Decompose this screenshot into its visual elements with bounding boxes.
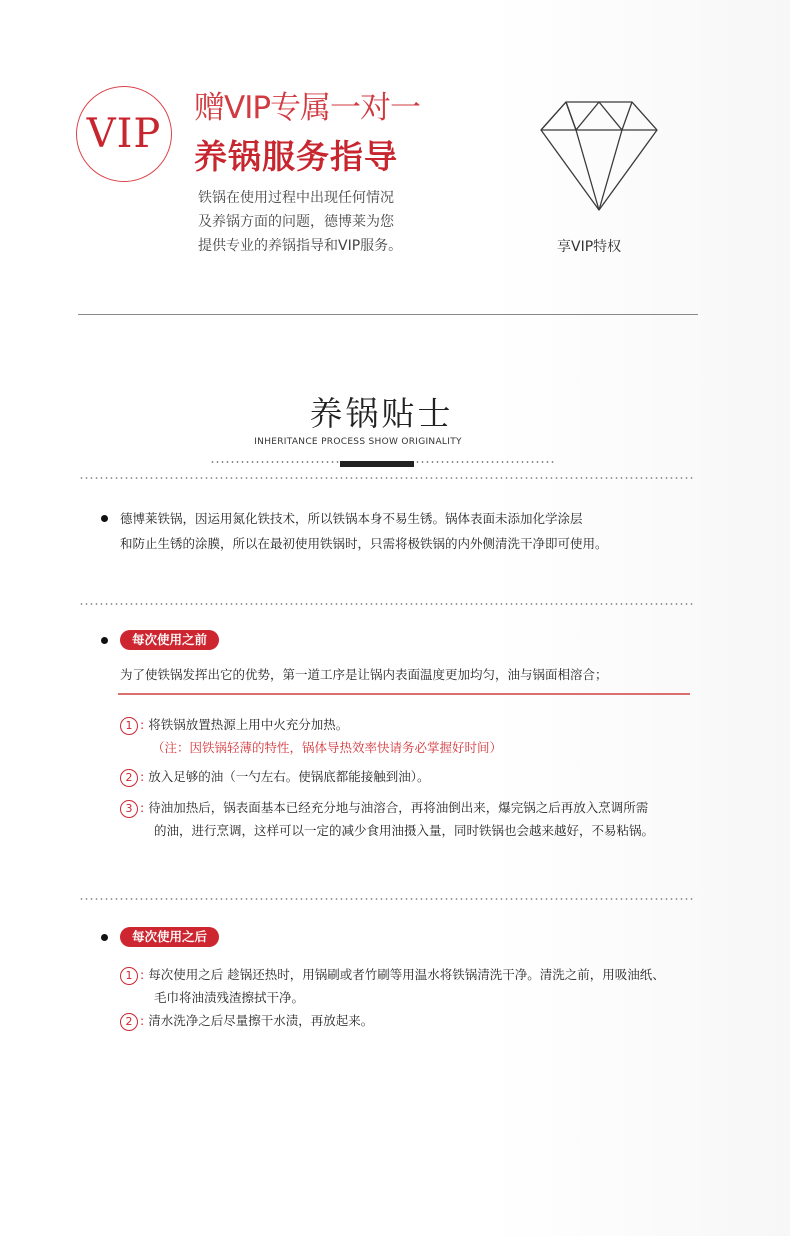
vip-title-line2: 养锅服务指导 <box>194 137 398 176</box>
divider <box>78 314 698 315</box>
before-use-badge: 每次使用之前 <box>120 630 219 650</box>
step-number: 2 <box>120 1013 138 1031</box>
vip-badge <box>76 86 172 182</box>
dotted-divider <box>79 602 693 606</box>
intro-text <box>120 506 608 556</box>
step-number: 1 <box>120 967 138 985</box>
section-title: 养锅贴士 <box>309 394 454 433</box>
bullet-dot <box>101 637 108 644</box>
title-accent-bar <box>340 461 414 467</box>
bullet-dot <box>101 515 108 522</box>
step-text: 将铁锅放置热源上用中火充分加热。 <box>148 717 349 732</box>
vip-description-line: 铁锅在使用过程中出现任何情况 <box>198 190 394 206</box>
step-item: 1 : 每次使用之后 趁锅还热时，用锅刷或者竹刷等用温水将铁锅清洗干净。清洗之前，用吸油纸、 <box>120 964 665 986</box>
bullet-dot <box>101 934 108 941</box>
step-item: 3 : 待油加热后，锅表面基本已经充分地与油溶合，再将油倒出来，爆完锅之后再放入烹调所需 <box>120 797 648 819</box>
step-note: （注：因铁锅轻薄的特性，锅体导热效率快请务必掌握好时间） <box>152 740 503 755</box>
diamond-icon <box>540 100 658 212</box>
step-item: 1 : 将铁锅放置热源上用中火充分加热。 <box>120 714 348 736</box>
step-text-continued: 的油，进行烹调，这样可以一定的减少食用油摄入量，同时铁锅也会越来越好，不易粘锅。 <box>154 823 655 838</box>
step-text: 清水洗净之后尽量擦干水渍，再放起来。 <box>148 1013 374 1028</box>
step-item: 2 : 清水洗净之后尽量擦干水渍，再放起来。 <box>120 1010 373 1032</box>
step-number: 3 <box>120 800 138 818</box>
vip-privilege-label: 享VIP特权 <box>557 239 622 255</box>
step-item: 2 : 放入足够的油（一勺左右。使锅底都能接触到油）。 <box>120 766 429 788</box>
intro-line: 德博莱铁锅，因运用氮化铁技术，所以铁锅本身不易生锈。锅体表面未添加化学涂层 <box>120 511 583 526</box>
step-text: 放入足够的油（一勺左右。使锅底都能接触到油）。 <box>148 769 430 784</box>
vip-description-line: 及养锅方面的问题，德博莱为您 <box>198 214 394 230</box>
step-text: 每次使用之后 趁锅还热时，用锅刷或者竹刷等用温水将铁锅清洗干净。清洗之前，用吸油纸、 <box>148 967 665 982</box>
after-use-badge: 每次使用之后 <box>120 927 219 947</box>
step-number: 1 <box>120 717 138 735</box>
dotted-divider <box>79 897 693 901</box>
vip-description-line: 提供专业的养锅指导和VIP服务。 <box>198 238 403 254</box>
vip-description <box>198 186 428 258</box>
red-divider <box>118 693 690 695</box>
step-text-continued: 毛巾将油渍残渣擦拭干净。 <box>154 990 305 1005</box>
before-use-lead: 为了使铁锅发挥出它的优势，第一道工序是让锅内表面温度更加均匀，油与锅面相溶合； <box>120 667 608 682</box>
section-subtitle: INHERITANCE PROCESS SHOW ORIGINALITY <box>254 437 462 447</box>
vip-title-line1: 赠VIP专属一对一 <box>194 90 421 126</box>
vip-badge-text: VIP <box>86 111 162 157</box>
dotted-divider <box>79 476 693 480</box>
step-text: 待油加热后，锅表面基本已经充分地与油溶合，再将油倒出来，爆完锅之后再放入烹调所需 <box>148 800 649 815</box>
intro-line: 和防止生锈的涂膜，所以在最初使用铁锅时，只需将极铁锅的内外侧清洗干净即可使用。 <box>120 536 608 551</box>
step-number: 2 <box>120 769 138 787</box>
